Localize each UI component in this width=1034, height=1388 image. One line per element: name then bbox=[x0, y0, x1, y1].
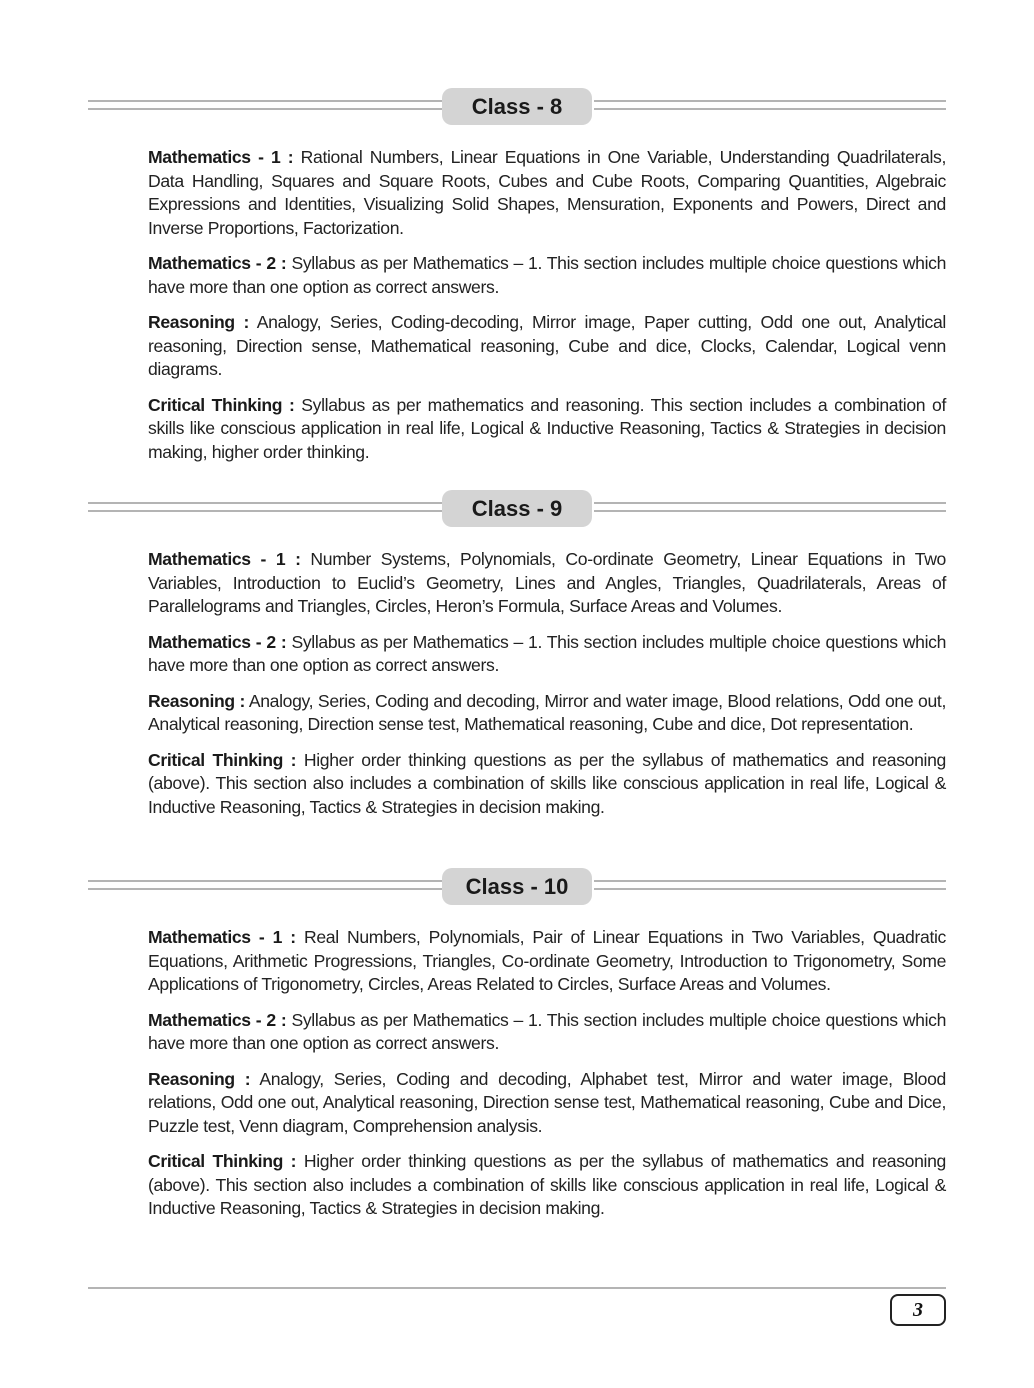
paragraph-label: Mathematics - 2 : bbox=[148, 253, 287, 273]
paragraph-label: Critical Thinking : bbox=[148, 749, 297, 770]
paragraph-label: Reasoning : bbox=[148, 1068, 251, 1089]
section-title: Class - 10 bbox=[442, 868, 592, 905]
paragraph-text: Analogy, Series, Coding and decoding, Alphabet test, Mirror and water image, Blood relations, Odd one out, Analytical reasoning, Direction sense test, Mathematical reasoning, Cube and Dice, Puzzle test, Venn diagram, Comprehension analysis. bbox=[148, 1068, 946, 1136]
header-rule-left bbox=[88, 502, 444, 512]
header-rule-left bbox=[88, 100, 444, 110]
paragraph-text: Higher order thinking questions as per the syllabus of mathematics and reasoning (above). This section also includes a combination of skills like conscious application in real life, Logical & Inductive Reasoning, Tactics & Strategies in decision making. bbox=[148, 1151, 946, 1218]
paragraph-text: Syllabus as per Mathematics – 1. This section includes multiple choice questions which have more than one option as correct answers. bbox=[148, 1009, 947, 1053]
footer-rule bbox=[88, 1287, 946, 1289]
header-rule-right bbox=[594, 100, 946, 110]
section-header-class-9 bbox=[88, 490, 946, 530]
syllabus-paragraph-mathematics-2 bbox=[148, 1009, 946, 1056]
section-title: Class - 8 bbox=[442, 88, 592, 125]
section-header-class-10 bbox=[88, 868, 946, 908]
syllabus-paragraph-mathematics-2 bbox=[148, 252, 946, 299]
syllabus-paragraph-reasoning bbox=[148, 311, 946, 382]
syllabus-paragraph-reasoning bbox=[148, 1068, 946, 1139]
syllabus-paragraph-mathematics-1 bbox=[148, 926, 946, 997]
paragraph-text: Syllabus as per mathematics and reasoning. This section includes a combination of skills like conscious application in real life, Logical & Inductive Reasoning, Tactics & Strategies in decision making, higher order thinking. bbox=[148, 394, 946, 462]
syllabus-paragraph-mathematics-1 bbox=[148, 146, 946, 240]
paragraph-text: Real Numbers, Polynomials, Pair of Linear Equations in Two Variables, Quadratic Equations, Arithmetic Progressions, Triangles, Co-ordinate Geometry, Introduction to Trigonometry, Some Applications of Trigonometry, Circles, Areas Related to Circles, Surface Areas and Volumes. bbox=[148, 927, 946, 994]
paragraph-text: Analogy, Series, Coding and decoding, Mirror and water image, Blood relations, Odd one out, Analytical reasoning, Direction sense test, Mathematical reasoning, Cube and dice, Dot representation. bbox=[148, 690, 946, 734]
syllabus-paragraph-mathematics-2 bbox=[148, 631, 946, 678]
paragraph-label: Reasoning : bbox=[148, 690, 246, 711]
paragraph-text: Higher order thinking questions as per the syllabus of mathematics and reasoning (above). This section also includes a combination of skills like conscious application in real life, Logical & Inductive Reasoning, Tactics & Strategies in decision making. bbox=[148, 749, 946, 817]
paragraph-label: Mathematics - 1 : bbox=[148, 147, 294, 167]
section-title: Class - 9 bbox=[442, 490, 592, 527]
paragraph-text: Syllabus as per Mathematics – 1. This section includes multiple choice questions which have more than one option as correct answers. bbox=[148, 253, 947, 297]
paragraph-label: Critical Thinking : bbox=[148, 394, 295, 415]
paragraph-text: Analogy, Series, Coding-decoding, Mirror image, Paper cutting, Odd one out, Analytical reasoning, Direction sense, Mathematical reasoning, Cube and dice, Clocks, Calendar, Logical venn diagrams. bbox=[148, 312, 946, 379]
header-rule-left bbox=[88, 880, 444, 890]
syllabus-paragraph-critical-thinking bbox=[148, 394, 946, 465]
section-body-class-8 bbox=[148, 146, 946, 476]
paragraph-text: Rational Numbers, Linear Equations in One Variable, Understanding Quadrilaterals, Data Handling, Squares and Square Roots, Cubes and Cube Roots, Comparing Quantities, Algebraic Expressions and Identities, Visualizing Solid Shapes, Mensuration, Exponents and Powers, Direct and Inverse Proportions, Factorization. bbox=[148, 147, 946, 238]
paragraph-text: Syllabus as per Mathematics – 1. This section includes multiple choice questions which have more than one option as correct answers. bbox=[148, 631, 947, 675]
paragraph-label: Mathematics - 1 : bbox=[148, 927, 296, 947]
syllabus-paragraph-critical-thinking bbox=[148, 1150, 946, 1221]
paragraph-label: Reasoning : bbox=[148, 312, 250, 332]
header-rule-right bbox=[594, 502, 946, 512]
syllabus-paragraph-mathematics-1 bbox=[148, 548, 946, 619]
page-number: 3 bbox=[890, 1294, 946, 1326]
paragraph-text: Number Systems, Polynomials, Co-ordinate Geometry, Linear Equations in Two Variables, Introduction to Euclid’s Geometry, Lines and Angles, Triangles, Quadrilaterals, Areas of Parallelograms and Triangles, Circles, Heron’s Formula, Surface Areas and Volumes. bbox=[148, 549, 946, 616]
syllabus-paragraph-reasoning bbox=[148, 690, 946, 737]
paragraph-label: Mathematics - 2 : bbox=[148, 631, 287, 652]
syllabus-paragraph-critical-thinking bbox=[148, 749, 946, 820]
section-body-class-10 bbox=[148, 926, 946, 1233]
paragraph-label: Mathematics - 1 : bbox=[148, 549, 301, 569]
paragraph-label: Critical Thinking : bbox=[148, 1151, 297, 1171]
paragraph-label: Mathematics - 2 : bbox=[148, 1009, 287, 1030]
header-rule-right bbox=[594, 880, 946, 890]
section-body-class-9 bbox=[148, 548, 946, 831]
section-header-class-8 bbox=[88, 88, 946, 128]
